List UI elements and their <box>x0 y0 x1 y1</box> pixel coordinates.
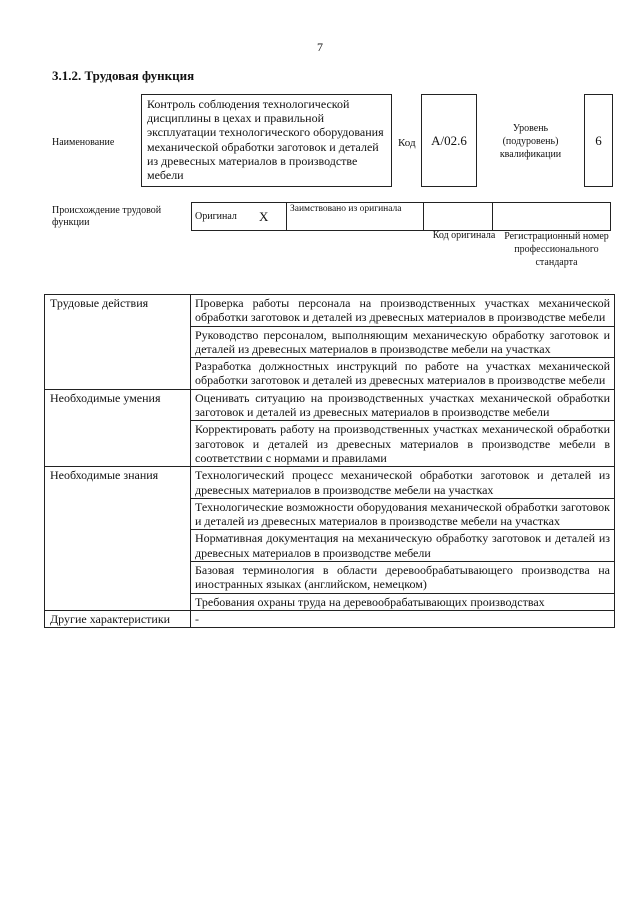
name-label: Наименование <box>52 137 115 148</box>
table-row <box>45 295 615 327</box>
knowledge-item: Базовая терминология в области деревообрабатывающего производства на иностранных языках (английском, немецком) <box>191 562 615 594</box>
knowledge-item: Нормативная документация на механическую обработку заготовок и деталей из древесных материалов в производстве мебели <box>191 530 615 562</box>
reg-number-caption: Регистрационный номер профессионального стандарта <box>504 231 609 268</box>
knowledge-item: Требования охраны труда на деревообрабатывающих производствах <box>191 593 615 610</box>
labor-action-item: Разработка должностных инструкций по работе на участках механической обработки заготовок и деталей из древесных материалов в производстве мебели <box>191 358 615 390</box>
knowledge-item: Технологические возможности оборудования механической обработки заготовок и деталей из древесных материалов в производстве мебели на участках <box>191 498 615 530</box>
section-title: 3.1.2. Трудовая функция <box>52 68 195 83</box>
skill-item: Оценивать ситуацию на производственных участках механической обработки заготовок и деталей из древесных материалов в производстве мебели <box>191 389 615 421</box>
function-name-box: Контроль соблюдения технологической дисциплины в цехах и правильной эксплуатации технологического оборудования механической обработки заготовок и деталей из древесных материалов в производстве мебели <box>141 94 392 187</box>
code-box: А/02.6 <box>421 94 477 187</box>
skill-item: Корректировать работу на производственных участках механической обработки заготовок и деталей из древесных материалов в производстве мебели в соответствии с нормами и правилами <box>191 421 615 467</box>
origin-label: Происхождение трудовой функции <box>52 205 162 228</box>
requirements-table <box>44 294 615 628</box>
other-characteristics-value: - <box>191 610 615 627</box>
table-row <box>45 389 615 421</box>
knowledge-label: Необходимые знания <box>45 467 191 611</box>
borrowed-label: Заимствовано из оригинала <box>287 203 424 231</box>
origin-table <box>191 202 611 231</box>
code-original-cell <box>424 203 493 231</box>
table-row <box>45 610 615 627</box>
knowledge-item: Технологический процесс механической обработки заготовок и деталей из древесных материалов в производстве мебели на участках <box>191 467 615 499</box>
skills-label: Необходимые умения <box>45 389 191 466</box>
table-row <box>45 467 615 499</box>
original-label: Оригинал <box>192 203 257 231</box>
labor-action-item: Проверка работы персонала на производственных участках механической обработки заготовок и деталей из древесных материалов в производстве мебели <box>191 295 615 327</box>
level-box: 6 <box>584 94 613 187</box>
labor-action-item: Руководство персоналом, выполняющим механическую обработку заготовок и деталей из древесных материалов в производстве мебели на участках <box>191 326 615 358</box>
code-label: Код <box>398 137 416 149</box>
page-number: 7 <box>317 40 323 54</box>
level-label: Уровень (подуровень) квалификации <box>499 123 562 160</box>
original-mark: X <box>256 203 287 231</box>
code-original-caption: Код оригинала <box>432 230 496 241</box>
labor-actions-label: Трудовые действия <box>45 295 191 390</box>
reg-number-cell <box>493 203 611 231</box>
other-characteristics-label: Другие характеристики <box>45 610 191 627</box>
